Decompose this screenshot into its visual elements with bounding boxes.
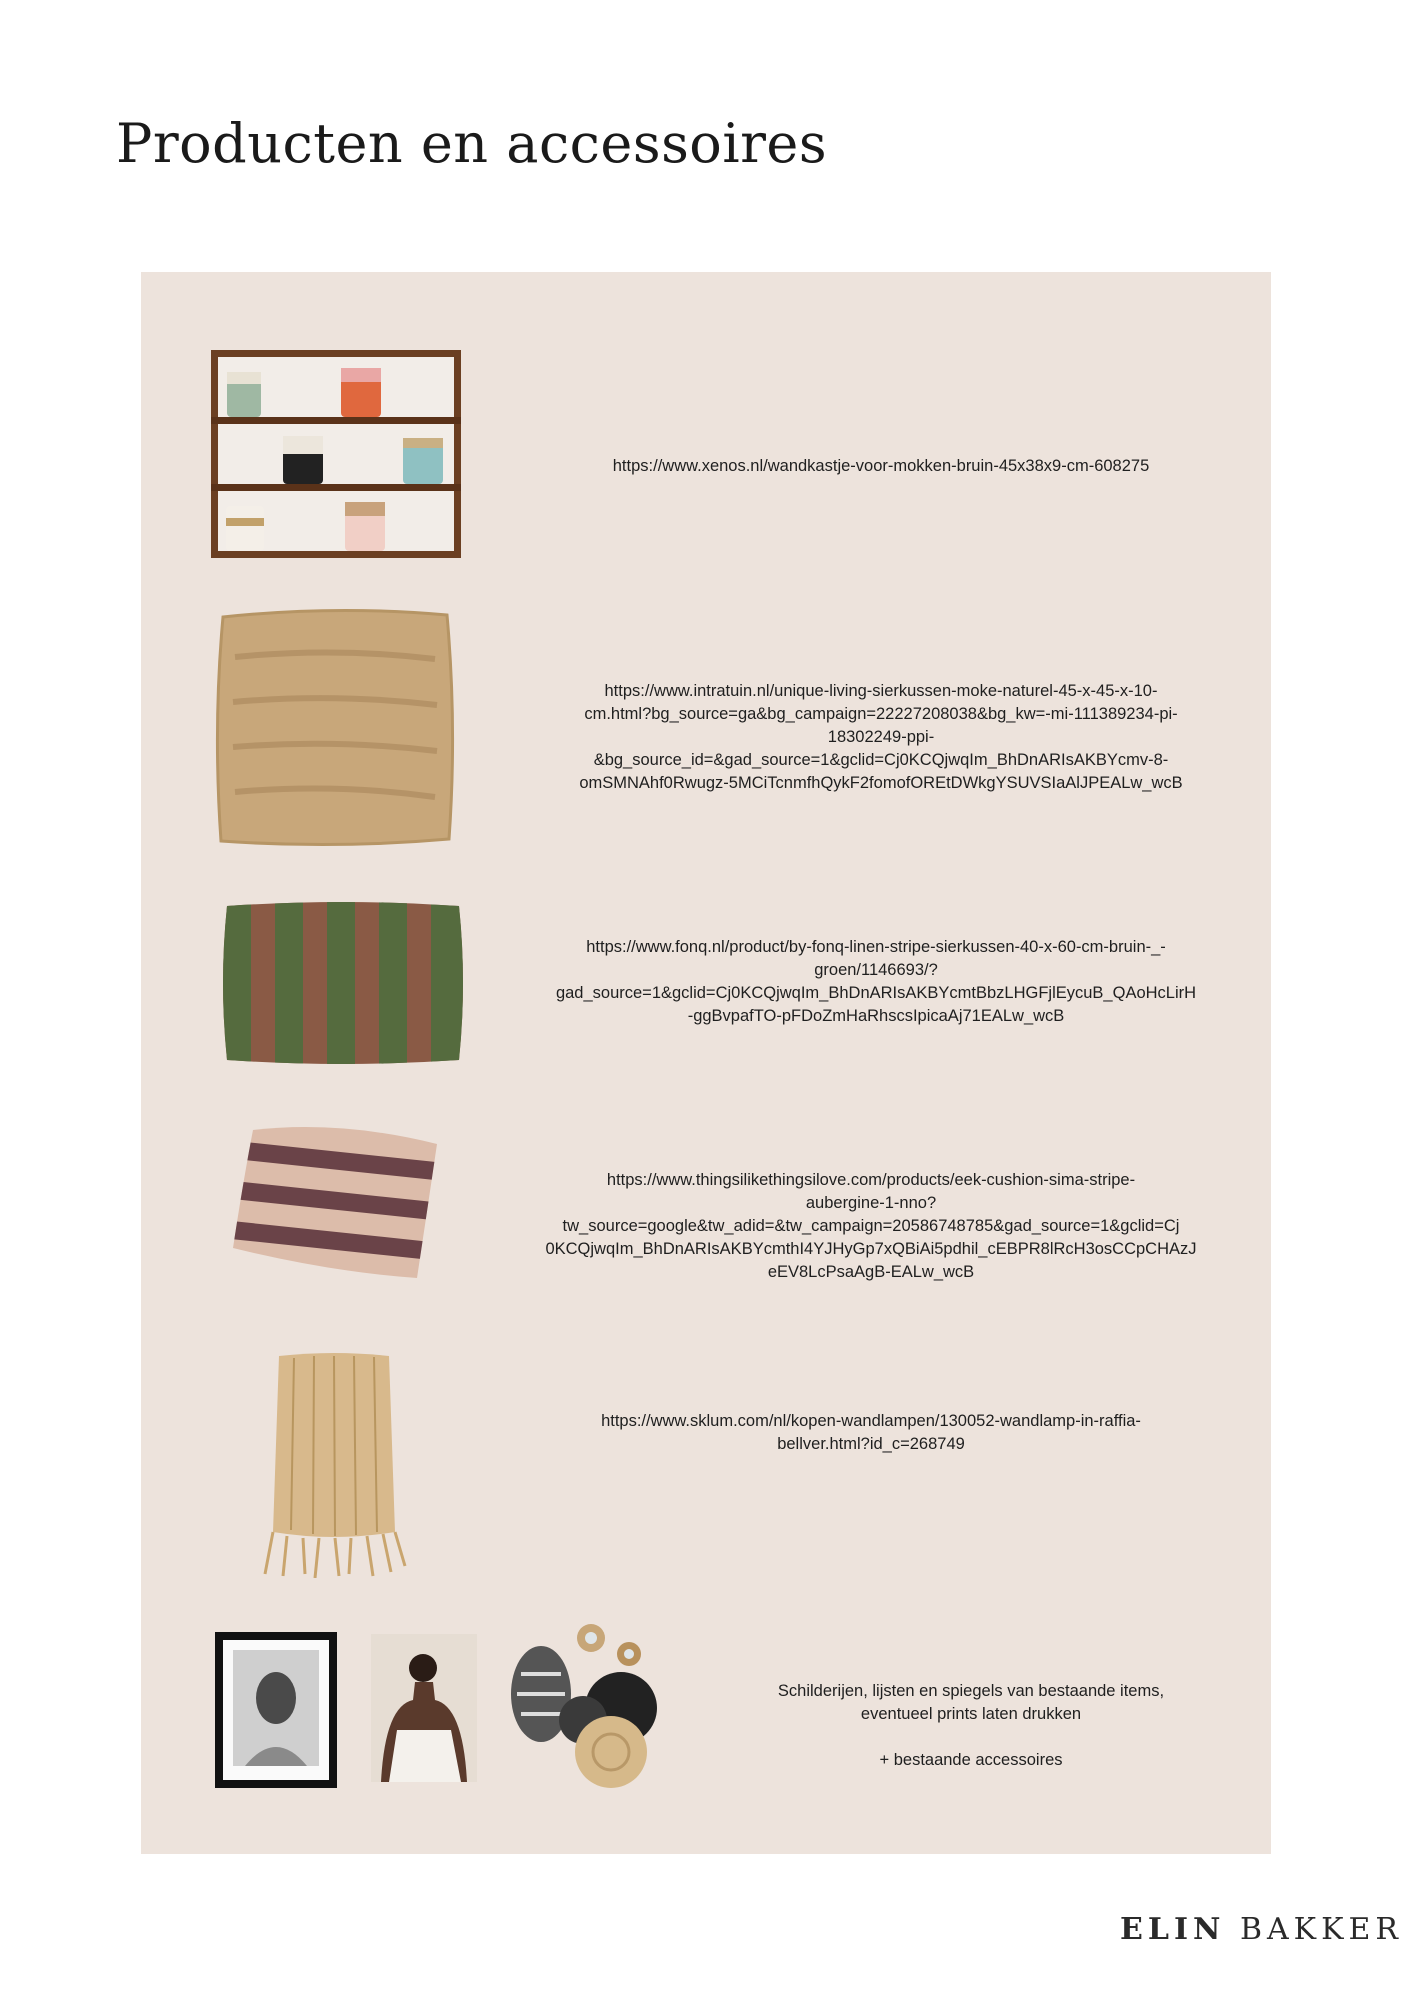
page-title: Producten en accessoires bbox=[116, 112, 828, 175]
wall-baskets-mirrors-image bbox=[511, 1624, 661, 1790]
accessories-note-line-1: Schilderijen, lijsten en spiegels van bestaande items, bbox=[777, 1682, 1165, 1700]
accessories-note-line-3: + bestaande accessoires bbox=[879, 1751, 1063, 1769]
accessories-note-line-2: eventueel prints laten drukken bbox=[860, 1705, 1082, 1723]
brand-first-name: ELIN bbox=[1120, 1912, 1226, 1947]
products-panel bbox=[141, 272, 1271, 1854]
product-link-2[interactable]: https://www.intratuin.nl/unique-living-sierkussen-moke-naturel-45-x-45-x-10- cm.html?bg_source=ga&bg_campaign=22227208038&bg_kw=-mi-111389234-pi- 18302249-ppi- &bg_source_id=&gad_source=1&gclid=Cj0KCQjwqIm_BhDnARIsAKBYcmv-8- omSMNAhf0Rwugz-5MCiTcnmfhQykF2fomofOREtDWkgYSUVSIaAlJPEALw_wcB bbox=[579, 682, 1183, 792]
accessories-note bbox=[721, 1680, 1221, 1772]
jute-cushion-image bbox=[215, 607, 455, 847]
brand-logo bbox=[1120, 1912, 1403, 1947]
aubergine-stripe-cushion-image bbox=[231, 1122, 445, 1284]
framed-portrait-print-image bbox=[215, 1632, 337, 1788]
product-link-1[interactable]: https://www.xenos.nl/wandkastje-voor-mokken-bruin-45x38x9-cm-608275 bbox=[612, 457, 1150, 475]
striped-linen-cushion-image bbox=[221, 900, 465, 1066]
woman-back-print-image bbox=[371, 1634, 477, 1782]
product-link-4[interactable]: https://www.thingsilikethingsilove.com/products/eek-cushion-sima-stripe- aubergine-1-nno? tw_source=google&tw_adid=&tw_campaign=20586748785&gad_source=1&gclid=Cj 0KCQjwqIm_BhDnARIsAKBYcmthI4YJHyGp7xQBiAi5pdhil_cEBPR8lRcH3osCCpCHAzJ eEV8LcPsaAgB-EALw_wcB bbox=[545, 1171, 1197, 1281]
product-link-3[interactable]: https://www.fonq.nl/product/by-fonq-linen-stripe-sierkussen-40-x-60-cm-bruin-_- groen/1146693/? gad_source=1&gclid=Cj0KCQjwqIm_BhDnARIsAKBYcmtBbzLHGFjlEycuB_QAoHcLirH -ggBvpafTO-pFDoZmHaRhscsIpicaAj71EALw_wcB bbox=[555, 938, 1197, 1025]
brand-last-name: BAKKER bbox=[1239, 1912, 1403, 1947]
mug-wall-shelf-image bbox=[211, 350, 461, 558]
product-link-5[interactable]: https://www.sklum.com/nl/kopen-wandlampen/130052-wandlamp-in-raffia- bellver.html?id_c=268749 bbox=[601, 1412, 1141, 1453]
raffia-wall-lamp-image bbox=[259, 1352, 409, 1578]
